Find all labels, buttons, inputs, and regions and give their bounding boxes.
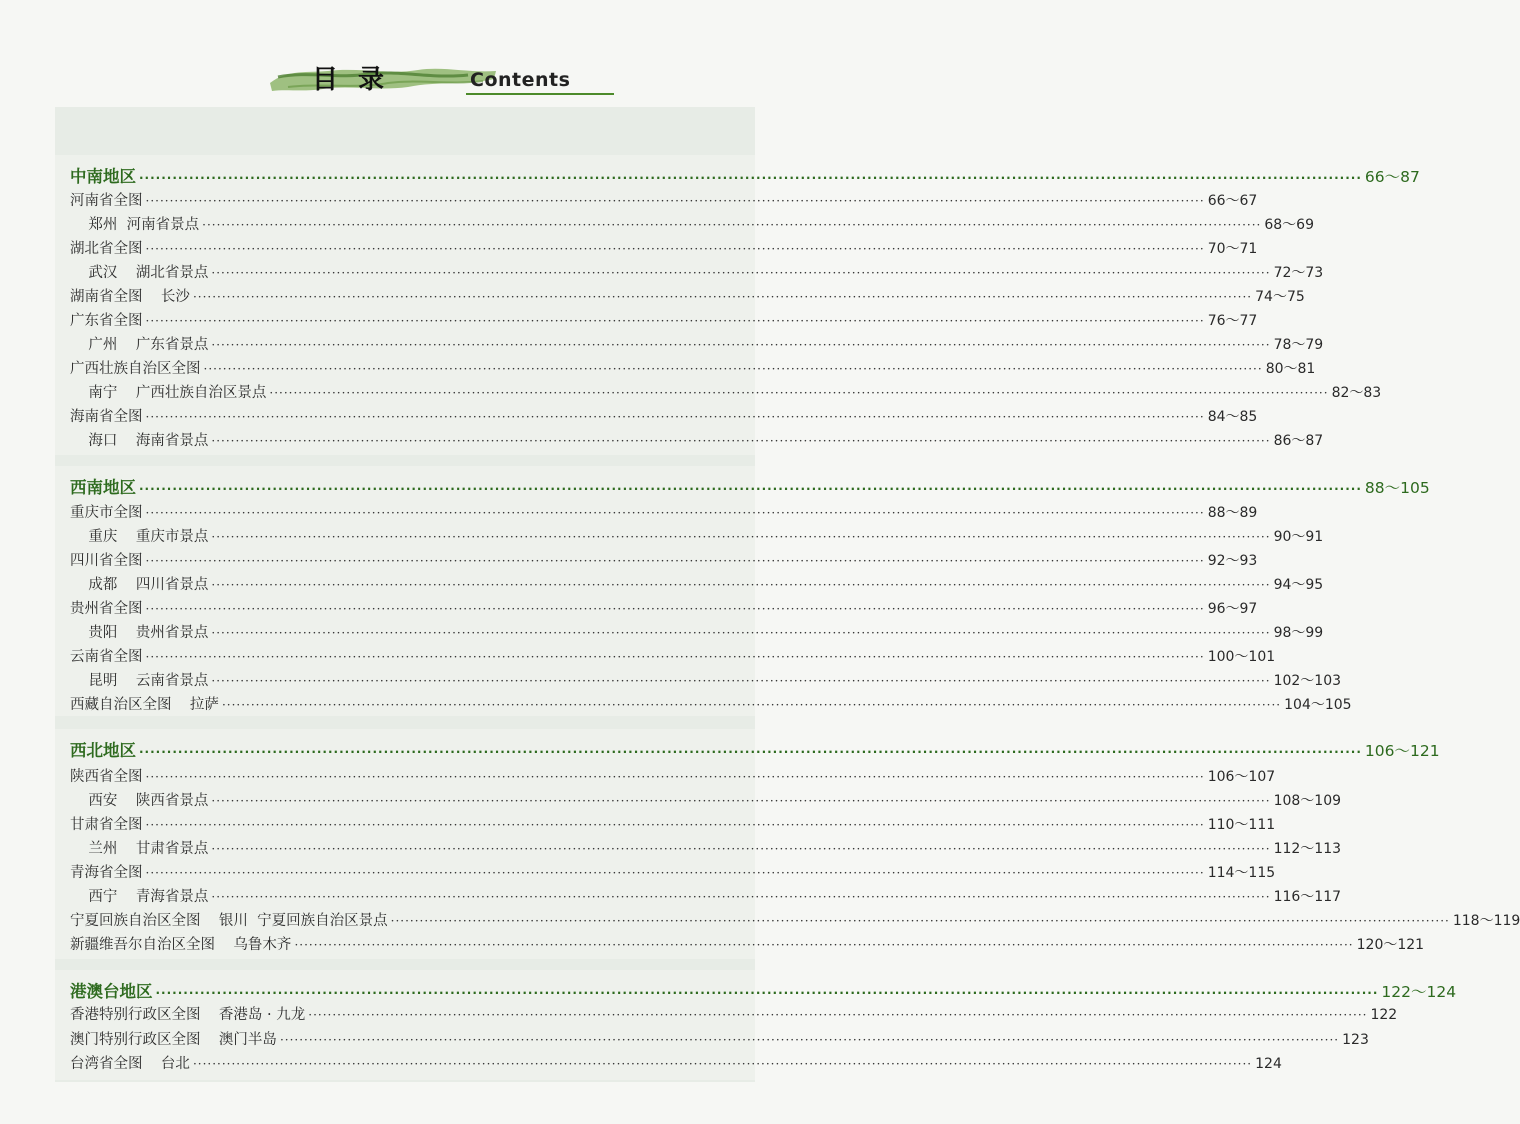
dot-leader: ···························································································································································································································· — [202, 218, 1262, 232]
dot-leader: ···························································································································································································································· — [390, 914, 1450, 928]
toc-entry[interactable] — [70, 237, 1258, 259]
toc-entry-label: 宁夏回族自治区全图 银川 宁夏回族自治区景点 — [70, 913, 388, 929]
toc-entry-page-range: 68～69 — [1264, 217, 1314, 233]
dot-leader: ···························································································································································································································· — [155, 986, 1379, 1000]
dot-leader: ···························································································································································································································· — [211, 626, 1271, 640]
toc-entry-label: 新疆维吾尔自治区全图 乌鲁木齐 — [70, 937, 292, 953]
toc-entry-page-range: 123 — [1342, 1032, 1369, 1048]
dot-leader: ···························································································································································································································· — [211, 842, 1271, 856]
toc-entry[interactable] — [70, 309, 1258, 331]
toc-entry-page-range: 72～73 — [1273, 265, 1324, 281]
toc-entry-label: 郑州 河南省景点 — [70, 217, 200, 233]
toc-entry[interactable] — [70, 333, 1324, 355]
dot-leader: ···························································································································································································································· — [145, 242, 1205, 256]
toc-entry[interactable] — [70, 1028, 1369, 1050]
toc-entry-label: 广东省全图 — [70, 313, 143, 329]
toc-entry-page-range: 104～105 — [1284, 697, 1352, 713]
toc-entry[interactable] — [70, 405, 1258, 427]
region-heading-page-range: 122～124 — [1381, 983, 1457, 1001]
dot-leader: ···························································································································································································································· — [145, 314, 1205, 328]
toc-entry-page-range: 122 — [1370, 1007, 1398, 1023]
region-heading-label: 西南地区 — [70, 478, 136, 497]
toc-entry-page-range: 74～75 — [1255, 289, 1305, 305]
toc-entry-page-range: 90～91 — [1273, 529, 1324, 545]
dot-leader: ···························································································································································································································· — [139, 171, 1362, 185]
toc-entry-page-range: 92～93 — [1207, 553, 1258, 569]
toc-entry-page-range: 118～119 — [1452, 913, 1520, 929]
toc-entry[interactable] — [70, 525, 1324, 547]
toc-entry[interactable] — [70, 885, 1342, 907]
toc-entry-label: 重庆 重庆市景点 — [70, 529, 209, 545]
toc-entry-label: 台湾省全图 台北 — [70, 1056, 190, 1072]
dot-leader: ···························································································································································································································· — [145, 506, 1205, 520]
toc-entry[interactable] — [70, 645, 1276, 667]
dot-leader: ···························································································································································································································· — [294, 938, 1354, 952]
region-heading[interactable] — [70, 737, 1440, 760]
dot-leader: ···························································································································································································································· — [139, 745, 1362, 759]
contents-header — [268, 55, 618, 103]
toc-entry-label: 香港特别行政区全图 香港岛 · 九龙 — [70, 1007, 306, 1023]
toc-entry[interactable] — [70, 669, 1342, 691]
toc-entry-label: 西藏自治区全图 拉萨 — [70, 697, 219, 713]
region-heading-label: 港澳台地区 — [70, 982, 153, 1001]
region-heading[interactable] — [70, 163, 1420, 186]
region-heading-label: 中南地区 — [70, 167, 136, 186]
toc-entry-label: 贵州省全图 — [70, 601, 143, 617]
dot-leader: ···························································································································································································································· — [308, 1008, 1368, 1022]
dot-leader: ···························································································································································································································· — [211, 578, 1271, 592]
toc-entry-page-range: 94～95 — [1273, 577, 1324, 593]
toc-entry-page-range: 114～115 — [1207, 865, 1276, 881]
toc-entry-label: 青海省全图 — [70, 865, 143, 881]
dot-leader: ···························································································································································································································· — [192, 1057, 1253, 1071]
toc-entry[interactable] — [70, 573, 1324, 595]
toc-entry[interactable] — [70, 285, 1305, 307]
toc-entry-label: 西安 陕西省景点 — [70, 793, 209, 809]
region-heading-page-range: 88～105 — [1364, 479, 1430, 497]
toc-entry-page-range: 116～117 — [1273, 889, 1342, 905]
dot-leader: ···························································································································································································································· — [211, 890, 1271, 904]
toc-entry-label: 重庆市全图 — [70, 505, 143, 521]
toc-entry[interactable] — [70, 837, 1342, 859]
toc-entry-label: 成都 四川省景点 — [70, 577, 209, 593]
toc-entry[interactable] — [70, 597, 1258, 619]
region-heading[interactable] — [70, 978, 1457, 1001]
dot-leader: ···························································································································································································································· — [211, 530, 1271, 544]
toc-entry-page-range: 80～81 — [1265, 361, 1316, 377]
dot-leader: ···························································································································································································································· — [211, 794, 1271, 808]
toc-entry-label: 兰州 甘肃省景点 — [70, 841, 209, 857]
toc-entry-label: 云南省全图 — [70, 649, 143, 665]
dot-leader: ···························································································································································································································· — [145, 650, 1205, 664]
dot-leader: ···························································································································································································································· — [139, 482, 1362, 496]
toc-entry-page-range: 100～101 — [1207, 649, 1276, 665]
toc-entry[interactable] — [70, 621, 1324, 643]
toc-entry-page-range: 70～71 — [1207, 241, 1258, 257]
toc-entry-label: 澳门特别行政区全图 澳门半岛 — [70, 1032, 277, 1048]
toc-entry[interactable] — [70, 213, 1314, 235]
toc-entry-page-range: 82～83 — [1331, 385, 1382, 401]
dot-leader: ···························································································································································································································· — [145, 554, 1205, 568]
region-heading-page-range: 66～87 — [1364, 168, 1420, 186]
toc-entry-label: 四川省全图 — [70, 553, 143, 569]
toc-entry[interactable] — [70, 429, 1324, 451]
dot-leader: ···························································································································································································································· — [211, 266, 1271, 280]
toc-entry-label: 甘肃省全图 — [70, 817, 143, 833]
dot-leader: ···························································································································································································································· — [145, 866, 1205, 880]
toc-entry[interactable] — [70, 1052, 1282, 1074]
dot-leader: ···························································································································································································································· — [211, 338, 1271, 352]
toc-entry-label: 海南省全图 — [70, 409, 143, 425]
toc-entry-label: 河南省全图 — [70, 193, 143, 209]
toc-entry[interactable] — [70, 861, 1276, 883]
dot-leader: ···························································································································································································································· — [211, 674, 1271, 688]
toc-entry-page-range: 102～103 — [1273, 673, 1342, 689]
toc-entry-page-range: 120～121 — [1356, 937, 1425, 953]
toc-entry-page-range: 78～79 — [1273, 337, 1324, 353]
toc-entry[interactable] — [70, 1003, 1398, 1025]
toc-entry[interactable] — [70, 909, 1520, 931]
toc-entry-label: 湖南省全图 长沙 — [70, 289, 190, 305]
dot-leader: ···························································································································································································································· — [145, 410, 1205, 424]
toc-entry[interactable] — [70, 261, 1324, 283]
toc-entry[interactable] — [70, 933, 1425, 955]
dot-leader: ···························································································································································································································· — [145, 602, 1205, 616]
dot-leader: ···························································································································································································································· — [279, 1033, 1340, 1047]
toc-entry[interactable] — [70, 357, 1316, 379]
toc-entry-page-range: 106～107 — [1207, 769, 1276, 785]
toc-entry-label: 湖北省全图 — [70, 241, 143, 257]
toc-entry-label: 陕西省全图 — [70, 769, 143, 785]
toc-entry-label: 武汉 湖北省景点 — [70, 265, 209, 281]
toc-entry-label: 南宁 广西壮族自治区景点 — [70, 385, 267, 401]
toc-entry[interactable] — [70, 813, 1276, 835]
toc-entry-label: 广西壮族自治区全图 — [70, 361, 201, 377]
toc-entry-label: 海口 海南省景点 — [70, 433, 209, 449]
dot-leader: ···························································································································································································································· — [211, 434, 1271, 448]
toc-entry-page-range: 98～99 — [1273, 625, 1324, 641]
dot-leader: ···························································································································································································································· — [192, 290, 1253, 304]
toc-entry[interactable] — [70, 693, 1352, 715]
title-underline — [466, 93, 614, 95]
toc-entry[interactable] — [70, 381, 1382, 403]
toc-entry-label: 贵阳 贵州省景点 — [70, 625, 209, 641]
region-heading-label: 西北地区 — [70, 741, 136, 760]
dot-leader: ···························································································································································································································· — [145, 818, 1205, 832]
toc-entry[interactable] — [70, 501, 1258, 523]
toc-entry-page-range: 84～85 — [1207, 409, 1258, 425]
page-title: 目录 — [312, 65, 405, 95]
dot-leader: ···························································································································································································································· — [221, 698, 1282, 712]
toc-entry[interactable] — [70, 189, 1258, 211]
toc-entry[interactable] — [70, 765, 1276, 787]
toc-entry-page-range: 88～89 — [1207, 505, 1258, 521]
toc-entry-page-range: 110～111 — [1207, 817, 1276, 833]
page-title-en: Contents — [470, 69, 571, 91]
dot-leader: ···························································································································································································································· — [203, 362, 1263, 376]
toc-entry-page-range: 86～87 — [1273, 433, 1324, 449]
dot-leader: ···························································································································································································································· — [145, 770, 1205, 784]
toc-entry-label: 昆明 云南省景点 — [70, 673, 209, 689]
region-heading[interactable] — [70, 474, 1430, 497]
toc-entry-page-range: 124 — [1255, 1056, 1282, 1072]
dot-leader: ···························································································································································································································· — [269, 386, 1329, 400]
toc-entry[interactable] — [70, 549, 1258, 571]
toc-entry-label: 西宁 青海省景点 — [70, 889, 209, 905]
toc-entry-page-range: 66～67 — [1207, 193, 1258, 209]
toc-entry-page-range: 108～109 — [1273, 793, 1342, 809]
toc-entry-page-range: 76～77 — [1207, 313, 1258, 329]
dot-leader: ···························································································································································································································· — [145, 194, 1205, 208]
toc-entry-label: 广州 广东省景点 — [70, 337, 209, 353]
toc-entry-page-range: 112～113 — [1273, 841, 1342, 857]
toc-entry-page-range: 96～97 — [1207, 601, 1258, 617]
toc-entry[interactable] — [70, 789, 1342, 811]
region-heading-page-range: 106～121 — [1364, 742, 1440, 760]
